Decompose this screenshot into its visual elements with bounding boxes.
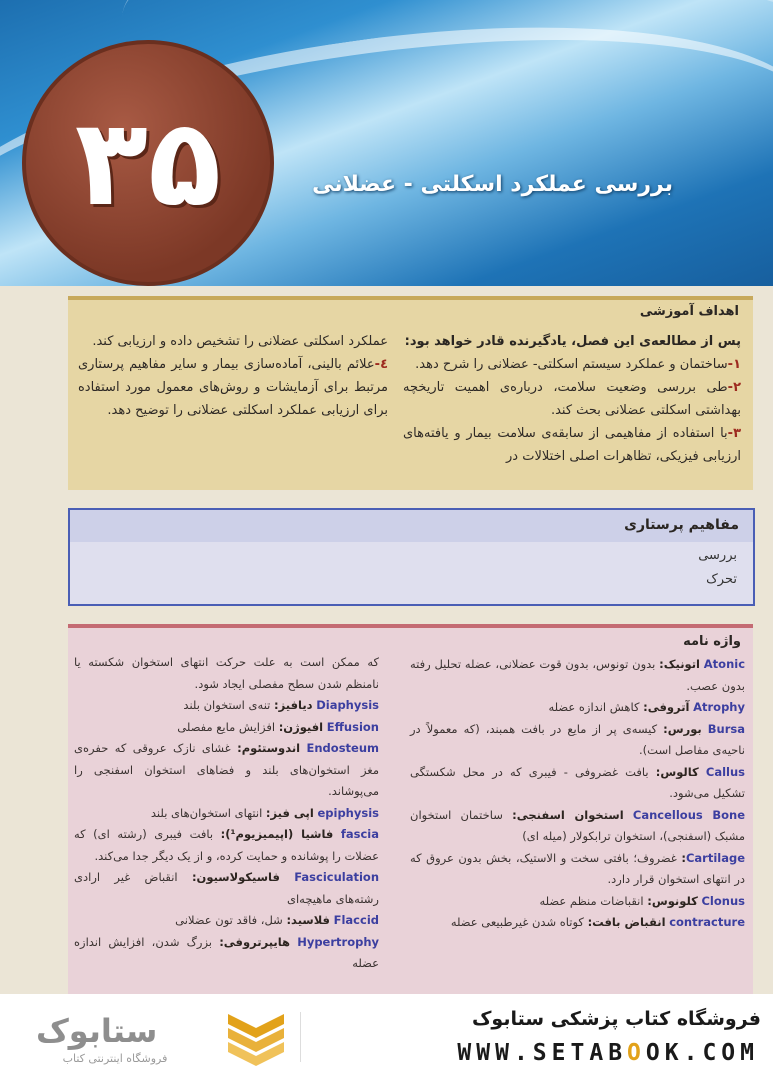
page-body [0, 286, 773, 996]
glossary-entry: contracture انقباض بافت: کوتاه شدن غیرطبیعی عضله [450, 915, 745, 929]
footer-divider [300, 1012, 301, 1062]
objective-continuation: عملکرد اسکلتی عضلانی را تشخیص داده و ارزیابی کند. [92, 334, 388, 349]
chapter-number-badge [22, 40, 274, 286]
store-name: فروشگاه کتاب پزشکی ستابوک [471, 1008, 761, 1030]
glossary-entry: Hypertrophy هایپرتروفی: بزرگ شدن، افزایش اندازه عضله [74, 934, 380, 970]
glossary-box [68, 624, 753, 1000]
objective-item: ٤-علائم بالینی، آماده‌سازی بیمار و سایر مفاهیم پرستاری مرتبط برای آزمایشات و روش‌های معمول مورد استفاده برای ارزیابی عملکرد اسکلتی عضلانی را توضیح دهد. [78, 357, 388, 418]
store-website-link[interactable]: WWW.SETABOOK.COM [457, 1040, 759, 1066]
nursing-concepts-box [68, 508, 755, 606]
logo-subtitle: فروشگاه اینترنتی کتاب [62, 1052, 168, 1065]
glossary-entry: Clonus کلونوس: انقباضات منظم عضله [539, 893, 745, 908]
glossary-entry: Fasciculation فاسیکولاسیون: انقباض غیر ارادی رشته‌های ماهیچه‌ای [74, 870, 380, 906]
glossary-entry: Effusion افیوژن: افزایش مایع مفصلی [177, 719, 379, 734]
glossary-entry: Endosteum اندوستئوم: غشای نازک عروقی که حفره‌ی مغز استخوان‌های بلند و فضاهای استخوان اسفنجی را می‌پوشاند. [74, 741, 380, 798]
chapter-number: ۳۵ [74, 93, 222, 233]
glossary-entry: Flaccid فلاسید: شل، فاقد تون عضلانی [175, 913, 379, 927]
objectives-heading: اهداف آموزشی [639, 304, 739, 319]
glossary-continuation: که ممکن است به علت حرکت انتهای استخوان شکسته یا نامنظم شدن سطح مفصلی ایجاد شود. [74, 655, 379, 691]
glossary-entry: epiphysis اپی فیز: انتهای استخوان‌های بلند [150, 805, 379, 820]
objectives-left-column [78, 330, 388, 422]
concept-item: بررسی [698, 548, 737, 563]
glossary-right-column [410, 654, 745, 934]
glossary-heading: واژه نامه [683, 634, 741, 649]
learning-objectives-box [68, 296, 753, 490]
setabook-logo[interactable]: ستابوک [36, 1012, 158, 1050]
concepts-heading: مفاهیم پرستاری [624, 517, 739, 533]
objectives-lead: پس از مطالعه‌ی این فصل، یادگیرنده قادر خواهد بود: [404, 334, 741, 349]
glossary-entry: Cancellous Bone استخوان اسفنجی: ساختمان استخوان مشبک (اسفنجی)، استخوان ترابکولار (میله ای) [410, 807, 745, 843]
glossary-entry: fascia فاشیا (اپیمیزیوم¹): بافت فیبری (رشته ای) که عضلات را پوشانده و حمایت کرده، و از یک دیگر جدا می‌کند. [74, 827, 380, 863]
glossary-entry: Bursa بورس: کیسه‌ی پر از مایع در بافت همبند، (که معمولاً در ناحیه‌ی مفاصل است). [410, 721, 746, 757]
glossary-left-column [74, 652, 379, 975]
concept-item: تحرک [706, 572, 737, 587]
glossary-entry: Callus کالوس: بافت غضروفی - فیبری که در محل شکستگی تشکیل می‌شود. [410, 764, 746, 800]
glossary-entry: Cartilage: غضروف؛ بافتی سخت و الاستیک، بخش بدون عروق که در انتهای استخوان قرار دارد. [410, 850, 745, 886]
objective-item: ۱-ساختمان و عملکرد سیستم اسکلتی- عضلانی را شرح دهد. [415, 357, 741, 372]
concepts-header [70, 510, 753, 542]
objective-item: ۲-طی بررسی وضعیت سلامت، درباره‌ی اهمیت تاریخچه بهداشتی اسکلتی عضلانی بحث کند. [403, 380, 741, 418]
store-footer [0, 994, 773, 1080]
chevron-logo-icon [224, 1010, 288, 1066]
objectives-right-column [403, 330, 741, 468]
chapter-banner [0, 0, 773, 286]
glossary-entry: Diaphysis دیافیز: تنه‌ی استخوان بلند [183, 698, 379, 712]
glossary-entry: Atonic اتونیک: بدون تونوس، بدون قوت عضلانی، عضله تحلیل رفته بدون عصب. [410, 657, 746, 693]
glossary-entry: Atrophy آتروفی: کاهش اندازه عضله [548, 700, 745, 714]
objective-item: ۳-با استفاده از مفاهیمی از سابقه‌ی سلامت بیمار و یافته‌های ارزیابی فیزیکی، تظاهرات اصلی اختلالات در [403, 426, 741, 464]
chapter-title: بررسی عملکرد اسکلتی - عضلانی [312, 172, 673, 197]
